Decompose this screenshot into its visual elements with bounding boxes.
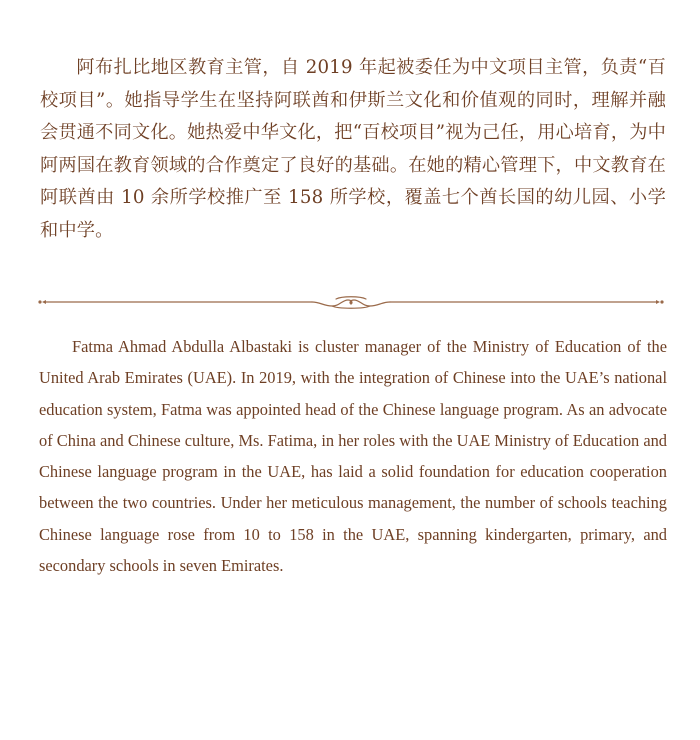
chinese-biography-paragraph: 阿布扎比地区教育主管，自 2019 年起被委任为中文项目主管，负责“百校项目”。她指导学生在坚持阿联酋和伊斯兰文化和价值观的同时，理解并融会贯通不同文化。她热爱中华文化，把“百校项目”视为己任，用心培育，为中阿两国在教育领域的合作奠定了良好的基础。在她的精心管理下，中文教育在阿联酋由 10 余所学校推广至 158 所学校，覆盖七个酋长国的幼儿园、小学和中学。 bbox=[40, 57, 666, 241]
english-biography-paragraph: Fatma Ahmad Abdulla Albastaki is cluster manager of the Ministry of Education of the United Arab Emirates (UAE). In 2019, with the integration of Chinese into the UAE’s national education system, Fatma was appointed head of the Chinese language program. As an advocate of China and Chinese culture, Ms. Fatima, in her roles with the UAE Ministry of Education and Chinese language program in the UAE, has laid a solid foundation for education cooperation between the two countries. Under her meticulous management, the number of schools teaching Chinese language rose from 10 to 158 in the UAE, spanning kindergarten, primary, and secondary schools in seven Emirates. bbox=[39, 337, 667, 576]
decorative-divider-ornament bbox=[36, 291, 666, 313]
